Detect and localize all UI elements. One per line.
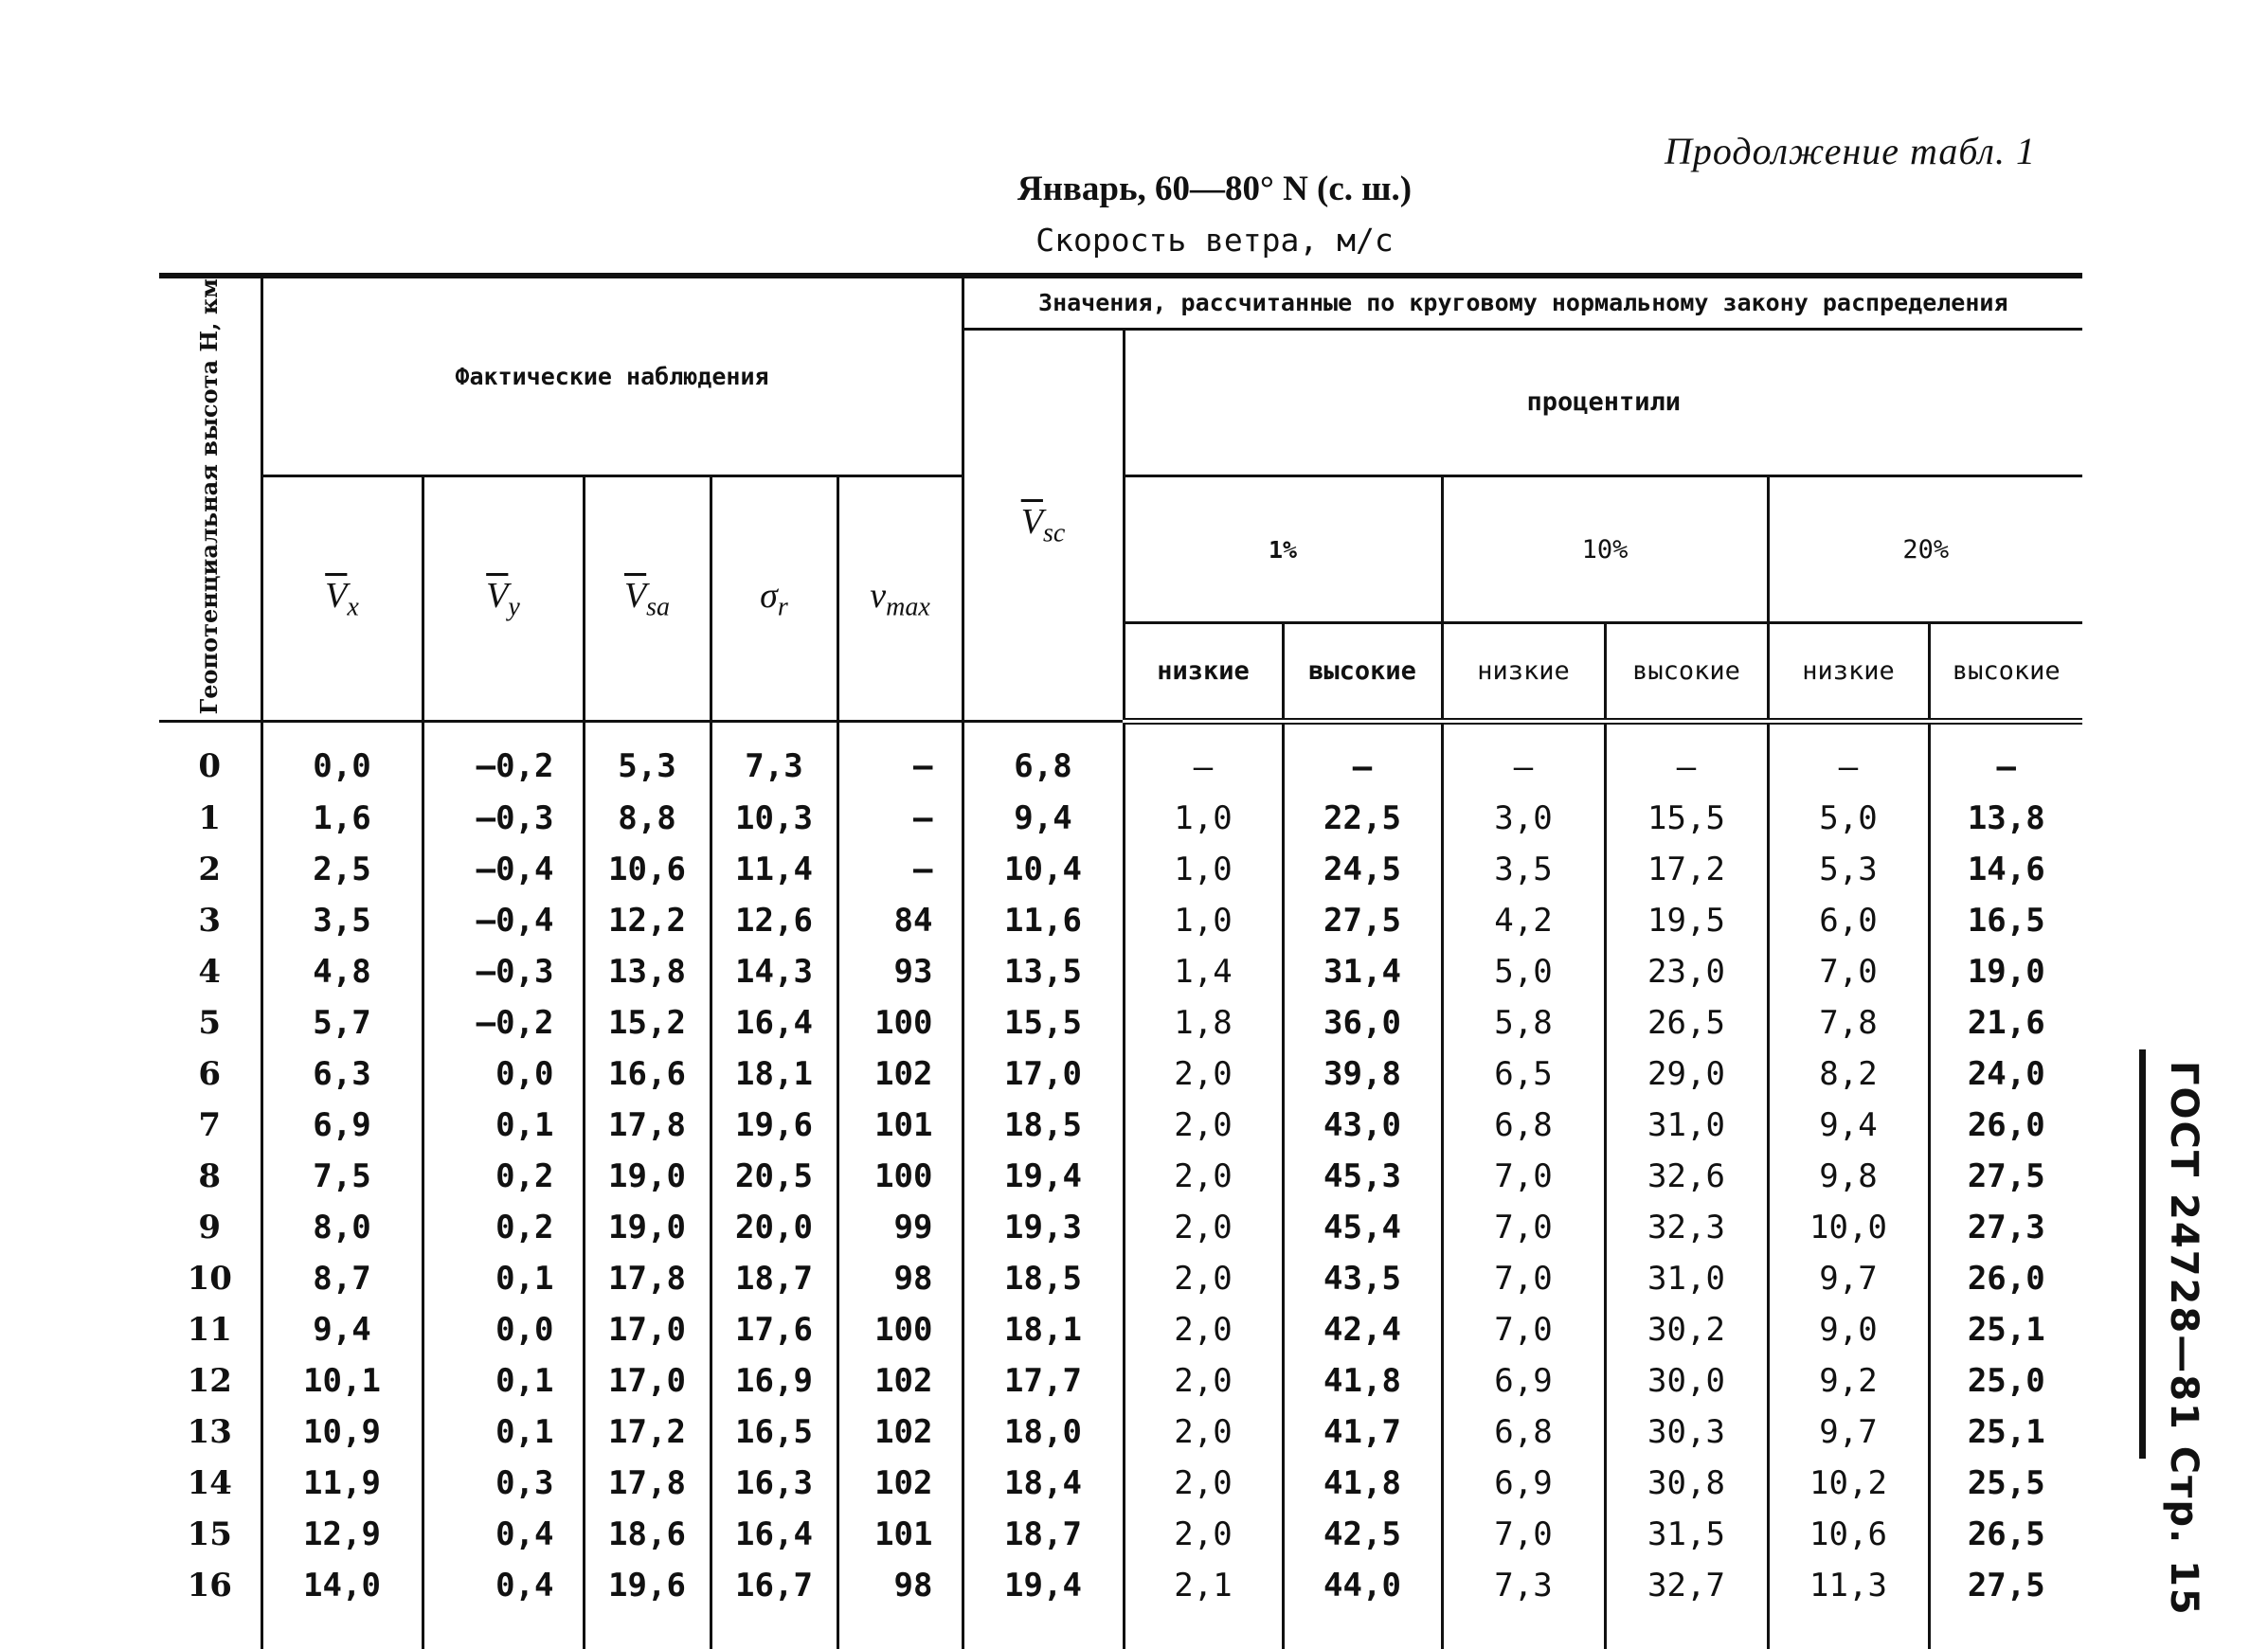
p1-low-cell: 2,1 — [1124, 1560, 1283, 1649]
p20-high-cell: 27,5 — [1929, 1151, 2082, 1202]
vmax-cell: 102 — [837, 1407, 963, 1458]
table-row — [159, 1100, 2082, 1151]
table-row — [159, 1304, 2082, 1355]
vy-symbol: $\overline{V}$ — [486, 575, 509, 616]
table-subtitle: Скорость ветра, м/с — [1035, 222, 1394, 259]
vy-cell: —0,3 — [423, 946, 584, 997]
p20-high-cell: 13,8 — [1929, 793, 2082, 844]
vsa-cell: 17,2 — [584, 1407, 711, 1458]
p1-high-cell: — — [1283, 722, 1442, 794]
vy-cell: 0,4 — [423, 1560, 584, 1649]
vy-cell: 0,2 — [423, 1202, 584, 1253]
p1-low-cell: 2,0 — [1124, 1355, 1283, 1407]
p10-low-cell: 6,9 — [1442, 1355, 1605, 1407]
p10-high-header: высокие — [1605, 623, 1768, 722]
p20-high-cell: 19,0 — [1929, 946, 2082, 997]
vy-cell: 0,1 — [423, 1253, 584, 1304]
height-cell: 2 — [198, 851, 222, 889]
p10-low-cell: 7,0 — [1442, 1202, 1605, 1253]
sigma-r-cell: 18,7 — [711, 1253, 837, 1304]
vsc-symbol: $\overline{V}$ — [1020, 502, 1043, 543]
vsa-cell: 8,8 — [584, 793, 711, 844]
p20-high-cell: 26,0 — [1929, 1100, 2082, 1151]
p20-high-cell: 14,6 — [1929, 844, 2082, 895]
p10-low-cell: 4,2 — [1442, 895, 1605, 946]
vmax-cell: 84 — [837, 895, 963, 946]
vmax-cell: 102 — [837, 1458, 963, 1509]
table-row — [159, 1458, 2082, 1509]
p1-high-cell: 43,5 — [1283, 1253, 1442, 1304]
vmax-cell: 100 — [837, 997, 963, 1049]
p10-high-cell: 31,5 — [1605, 1509, 1768, 1560]
p1-high-cell: 42,5 — [1283, 1509, 1442, 1560]
vx-cell: 10,9 — [261, 1407, 423, 1458]
vy-cell: 0,4 — [423, 1509, 584, 1560]
p1-low-cell: 1,4 — [1124, 946, 1283, 997]
height-cell: 5 — [198, 1004, 222, 1043]
p20-high-cell: 25,1 — [1929, 1304, 2082, 1355]
vsa-cell: 17,0 — [584, 1355, 711, 1407]
table-row — [159, 1407, 2082, 1458]
p1-low-cell: 2,0 — [1124, 1202, 1283, 1253]
p1-high-cell: 39,8 — [1283, 1049, 1442, 1100]
p10-high-cell: — — [1605, 722, 1768, 794]
p10-high-cell: 32,3 — [1605, 1202, 1768, 1253]
vy-cell: —0,3 — [423, 793, 584, 844]
vx-cell: 7,5 — [261, 1151, 423, 1202]
height-cell: 14 — [187, 1464, 232, 1503]
p1-high-cell: 45,3 — [1283, 1151, 1442, 1202]
vsa-cell: 16,6 — [584, 1049, 711, 1100]
height-column-header — [159, 276, 261, 722]
vy-cell: —0,4 — [423, 844, 584, 895]
p10-high-cell: 32,7 — [1605, 1560, 1768, 1649]
p20-high-cell: 27,5 — [1929, 1560, 2082, 1649]
p20-high-cell: 24,0 — [1929, 1049, 2082, 1100]
p10-high-cell: 32,6 — [1605, 1151, 1768, 1202]
p10-header: 10% — [1442, 475, 1768, 622]
p10-high-cell: 26,5 — [1605, 997, 1768, 1049]
vsc-cell: 15,5 — [963, 997, 1124, 1049]
p10-high-cell: 29,0 — [1605, 1049, 1768, 1100]
vsc-cell: 9,4 — [963, 793, 1124, 844]
vmax-cell: 98 — [837, 1253, 963, 1304]
sigma-r-cell: 7,3 — [711, 722, 837, 794]
p1-low-cell: 2,0 — [1124, 1049, 1283, 1100]
height-cell: 1 — [198, 799, 222, 838]
vsc-cell: 10,4 — [963, 844, 1124, 895]
p1-high-cell: 31,4 — [1283, 946, 1442, 997]
p10-high-cell: 15,5 — [1605, 793, 1768, 844]
p10-low-cell: 6,9 — [1442, 1458, 1605, 1509]
sigma-symbol: σ — [760, 575, 778, 616]
sigma-r-cell: 10,3 — [711, 793, 837, 844]
vy-header — [423, 475, 584, 721]
p1-high-cell: 27,5 — [1283, 895, 1442, 946]
vsc-cell: 18,4 — [963, 1458, 1124, 1509]
vy-cell: 0,3 — [423, 1458, 584, 1509]
sigma-r-cell: 16,4 — [711, 997, 837, 1049]
vmax-cell: 98 — [837, 1560, 963, 1649]
p20-low-cell: 9,2 — [1768, 1355, 1929, 1407]
vy-cell: 0,1 — [423, 1100, 584, 1151]
p20-high-cell: 21,6 — [1929, 997, 2082, 1049]
p1-high-cell: 41,8 — [1283, 1355, 1442, 1407]
height-cell: 12 — [187, 1362, 232, 1401]
p10-low-cell: 6,8 — [1442, 1407, 1605, 1458]
sigma-r-cell: 14,3 — [711, 946, 837, 997]
p20-low-cell: 10,0 — [1768, 1202, 1929, 1253]
vx-cell: 4,8 — [261, 946, 423, 997]
sigma-r-cell: 16,9 — [711, 1355, 837, 1407]
vmax-cell: 102 — [837, 1049, 963, 1100]
vmax-cell: 93 — [837, 946, 963, 997]
vsa-cell: 13,8 — [584, 946, 711, 997]
percentiles-header: процентили — [1124, 329, 2082, 475]
table-title: Январь, 60—80° N (с. ш.) — [1017, 170, 1413, 208]
p1-high-cell: 36,0 — [1283, 997, 1442, 1049]
height-cell: 0 — [198, 747, 222, 786]
p20-low-cell: 9,8 — [1768, 1151, 1929, 1202]
height-cell: 6 — [198, 1055, 222, 1094]
p1-high-cell: 41,7 — [1283, 1407, 1442, 1458]
vx-cell: 8,7 — [261, 1253, 423, 1304]
p10-low-cell: 6,8 — [1442, 1100, 1605, 1151]
sigma-r-cell: 20,0 — [711, 1202, 837, 1253]
p20-high-cell: 25,0 — [1929, 1355, 2082, 1407]
vy-subscript: y — [508, 592, 520, 622]
vx-cell: 12,9 — [261, 1509, 423, 1560]
vy-cell: —0,4 — [423, 895, 584, 946]
vsa-cell: 19,0 — [584, 1151, 711, 1202]
height-cell: 10 — [187, 1260, 232, 1299]
vsa-symbol: $\overline{V}$ — [623, 575, 647, 616]
table-row — [159, 1355, 2082, 1407]
vy-cell: 0,0 — [423, 1049, 584, 1100]
observed-group-header: Фактические наблюдения — [261, 276, 963, 475]
vsa-cell: 17,0 — [584, 1304, 711, 1355]
p1-low-cell: 2,0 — [1124, 1100, 1283, 1151]
p20-low-cell: 10,6 — [1768, 1509, 1929, 1560]
vx-cell: 10,1 — [261, 1355, 423, 1407]
p20-low-cell: 9,7 — [1768, 1407, 1929, 1458]
p10-high-cell: 23,0 — [1605, 946, 1768, 997]
vsc-cell: 19,4 — [963, 1560, 1124, 1649]
table-row — [159, 1560, 2082, 1649]
vsa-cell: 18,6 — [584, 1509, 711, 1560]
p1-low-cell: 1,0 — [1124, 793, 1283, 844]
height-cell: 3 — [198, 902, 222, 941]
vsc-cell: 18,1 — [963, 1304, 1124, 1355]
table-row — [159, 997, 2082, 1049]
vx-subscript: x — [347, 592, 359, 622]
p20-high-cell: 26,0 — [1929, 1253, 2082, 1304]
vsc-subscript: sc — [1042, 518, 1066, 548]
table-body — [159, 722, 2082, 1649]
height-cell: 11 — [187, 1311, 232, 1350]
table-row — [159, 793, 2082, 844]
vx-header — [261, 475, 423, 721]
p1-low-cell: 2,0 — [1124, 1304, 1283, 1355]
p20-high-cell: — — [1929, 722, 2082, 794]
vsc-cell: 6,8 — [963, 722, 1124, 794]
p20-low-cell: 10,2 — [1768, 1458, 1929, 1509]
p20-high-cell: 27,3 — [1929, 1202, 2082, 1253]
p1-low-cell: 2,0 — [1124, 1407, 1283, 1458]
sigma-r-cell: 19,6 — [711, 1100, 837, 1151]
vsa-cell: 17,8 — [584, 1100, 711, 1151]
p1-low-header: низкие — [1124, 623, 1283, 722]
sigma-r-cell: 12,6 — [711, 895, 837, 946]
vx-cell: 2,5 — [261, 844, 423, 895]
p1-low-cell: 1,0 — [1124, 895, 1283, 946]
p10-low-cell: 3,0 — [1442, 793, 1605, 844]
vmax-symbol: v — [870, 575, 887, 616]
p1-high-cell: 22,5 — [1283, 793, 1442, 844]
vy-cell: 0,2 — [423, 1151, 584, 1202]
vmax-cell: — — [837, 793, 963, 844]
vsa-cell: 15,2 — [584, 997, 711, 1049]
p1-high-cell: 41,8 — [1283, 1458, 1442, 1509]
sigma-r-cell: 20,5 — [711, 1151, 837, 1202]
vmax-cell: — — [837, 722, 963, 794]
p10-low-cell: 7,0 — [1442, 1304, 1605, 1355]
p20-low-cell: 7,8 — [1768, 997, 1929, 1049]
p10-low-cell: 5,0 — [1442, 946, 1605, 997]
vx-cell: 5,7 — [261, 997, 423, 1049]
vsc-cell: 19,3 — [963, 1202, 1124, 1253]
p10-high-cell: 31,0 — [1605, 1100, 1768, 1151]
sigma-r-cell: 16,4 — [711, 1509, 837, 1560]
vmax-cell: 101 — [837, 1100, 963, 1151]
vx-cell: 6,3 — [261, 1049, 423, 1100]
vsa-subscript: sa — [646, 592, 671, 622]
sigma-r-cell: 11,4 — [711, 844, 837, 895]
p1-low-cell: 1,8 — [1124, 997, 1283, 1049]
p1-low-cell: — — [1124, 722, 1283, 794]
p10-low-cell: 7,0 — [1442, 1509, 1605, 1560]
vsc-cell: 17,7 — [963, 1355, 1124, 1407]
table-row — [159, 946, 2082, 997]
p10-low-cell: — — [1442, 722, 1605, 794]
p20-low-cell: 9,7 — [1768, 1253, 1929, 1304]
p10-low-cell: 6,5 — [1442, 1049, 1605, 1100]
wind-speed-table — [159, 273, 2082, 1649]
p20-low-cell: 5,0 — [1768, 793, 1929, 844]
vx-symbol: $\overline{V}$ — [325, 575, 348, 616]
p20-high-cell: 16,5 — [1929, 895, 2082, 946]
height-cell: 13 — [187, 1413, 232, 1452]
vx-cell: 3,5 — [261, 895, 423, 946]
table-header — [159, 276, 2082, 722]
sigma-r-cell: 16,5 — [711, 1407, 837, 1458]
vsa-cell: 19,0 — [584, 1202, 711, 1253]
height-cell: 4 — [198, 953, 222, 992]
p20-low-header: низкие — [1768, 623, 1929, 722]
p1-low-cell: 2,0 — [1124, 1509, 1283, 1560]
sigma-r-header — [711, 475, 837, 721]
vsc-cell: 13,5 — [963, 946, 1124, 997]
p20-high-cell: 26,5 — [1929, 1509, 2082, 1560]
p20-low-cell: 8,2 — [1768, 1049, 1929, 1100]
p10-low-cell: 7,0 — [1442, 1253, 1605, 1304]
height-cell: 8 — [198, 1157, 222, 1196]
vsa-cell: 19,6 — [584, 1560, 711, 1649]
vsc-header — [963, 329, 1124, 722]
vmax-subscript: max — [886, 592, 930, 622]
vmax-cell: — — [837, 844, 963, 895]
p1-high-header: высокие — [1283, 623, 1442, 722]
p20-low-cell: 6,0 — [1768, 895, 1929, 946]
p1-header: 1% — [1124, 475, 1442, 622]
p10-low-cell: 7,3 — [1442, 1560, 1605, 1649]
standard-page-label: ГОСТ 24728—81 Стр. 15 — [2162, 1061, 2205, 1617]
table-row — [159, 1151, 2082, 1202]
height-column-header-text: Геопотенциальная высота H, км — [195, 278, 224, 715]
vx-cell: 8,0 — [261, 1202, 423, 1253]
vx-cell: 9,4 — [261, 1304, 423, 1355]
vmax-cell: 100 — [837, 1304, 963, 1355]
height-cell: 15 — [187, 1515, 232, 1554]
p1-low-cell: 1,0 — [1124, 844, 1283, 895]
vmax-cell: 100 — [837, 1151, 963, 1202]
p10-high-cell: 31,0 — [1605, 1253, 1768, 1304]
height-cell: 7 — [198, 1106, 222, 1145]
vsc-cell: 17,0 — [963, 1049, 1124, 1100]
vy-cell: 0,1 — [423, 1407, 584, 1458]
p10-low-cell: 3,5 — [1442, 844, 1605, 895]
vy-cell: —0,2 — [423, 997, 584, 1049]
vmax-header — [837, 475, 963, 721]
p1-high-cell: 24,5 — [1283, 844, 1442, 895]
sigma-r-cell: 16,7 — [711, 1560, 837, 1649]
vsa-cell: 17,8 — [584, 1458, 711, 1509]
vsc-cell: 19,4 — [963, 1151, 1124, 1202]
p10-low-header: низкие — [1442, 623, 1605, 722]
vsa-cell: 5,3 — [584, 722, 711, 794]
vx-cell: 11,9 — [261, 1458, 423, 1509]
height-cell: 16 — [187, 1567, 232, 1605]
p1-high-cell: 45,4 — [1283, 1202, 1442, 1253]
sigma-r-cell: 16,3 — [711, 1458, 837, 1509]
p20-high-header: высокие — [1929, 623, 2082, 722]
table-row — [159, 722, 2082, 794]
vx-cell: 0,0 — [261, 722, 423, 794]
vmax-cell: 99 — [837, 1202, 963, 1253]
vsc-cell: 18,5 — [963, 1253, 1124, 1304]
p1-low-cell: 2,0 — [1124, 1151, 1283, 1202]
p10-high-cell: 30,3 — [1605, 1407, 1768, 1458]
p1-high-cell: 43,0 — [1283, 1100, 1442, 1151]
vsa-cell: 10,6 — [584, 844, 711, 895]
p1-high-cell: 44,0 — [1283, 1560, 1442, 1649]
vsc-cell: 18,0 — [963, 1407, 1124, 1458]
p1-high-cell: 42,4 — [1283, 1304, 1442, 1355]
vsc-cell: 18,5 — [963, 1100, 1124, 1151]
p10-high-cell: 30,0 — [1605, 1355, 1768, 1407]
p20-high-cell: 25,1 — [1929, 1407, 2082, 1458]
table-row — [159, 1049, 2082, 1100]
table-row — [159, 1509, 2082, 1560]
p10-high-cell: 30,2 — [1605, 1304, 1768, 1355]
table-row — [159, 1202, 2082, 1253]
vsc-cell: 18,7 — [963, 1509, 1124, 1560]
p20-low-cell: 7,0 — [1768, 946, 1929, 997]
vx-cell: 1,6 — [261, 793, 423, 844]
vx-cell: 6,9 — [261, 1100, 423, 1151]
vy-cell: 0,0 — [423, 1304, 584, 1355]
p1-low-cell: 2,0 — [1124, 1458, 1283, 1509]
height-cell: 9 — [198, 1209, 222, 1247]
vsa-header — [584, 475, 711, 721]
table-row — [159, 1253, 2082, 1304]
p10-high-cell: 17,2 — [1605, 844, 1768, 895]
p20-low-cell: 11,3 — [1768, 1560, 1929, 1649]
p10-low-cell: 5,8 — [1442, 997, 1605, 1049]
p20-high-cell: 25,5 — [1929, 1458, 2082, 1509]
p20-low-cell: 9,0 — [1768, 1304, 1929, 1355]
vmax-cell: 102 — [837, 1355, 963, 1407]
sigma-r-cell: 18,1 — [711, 1049, 837, 1100]
table-row — [159, 895, 2082, 946]
vx-cell: 14,0 — [261, 1560, 423, 1649]
vsa-cell: 12,2 — [584, 895, 711, 946]
vsc-cell: 11,6 — [963, 895, 1124, 946]
vsa-cell: 17,8 — [584, 1253, 711, 1304]
vy-cell: —0,2 — [423, 722, 584, 794]
p10-low-cell: 7,0 — [1442, 1151, 1605, 1202]
p10-high-cell: 19,5 — [1605, 895, 1768, 946]
table-continuation-label: Продолжение табл. 1 — [1664, 130, 2036, 172]
p20-low-cell: 9,4 — [1768, 1100, 1929, 1151]
p10-high-cell: 30,8 — [1605, 1458, 1768, 1509]
sigma-r-cell: 17,6 — [711, 1304, 837, 1355]
p20-low-cell: 5,3 — [1768, 844, 1929, 895]
side-rule — [2139, 1049, 2146, 1459]
sigma-subscript: r — [777, 592, 788, 622]
p20-header: 20% — [1768, 475, 2082, 622]
vmax-cell: 101 — [837, 1509, 963, 1560]
vy-cell: 0,1 — [423, 1355, 584, 1407]
computed-group-header: Значения, рассчитанные по круговому нормальному закону распределения — [963, 276, 2082, 329]
p20-low-cell: — — [1768, 722, 1929, 794]
table-row — [159, 844, 2082, 895]
p1-low-cell: 2,0 — [1124, 1253, 1283, 1304]
